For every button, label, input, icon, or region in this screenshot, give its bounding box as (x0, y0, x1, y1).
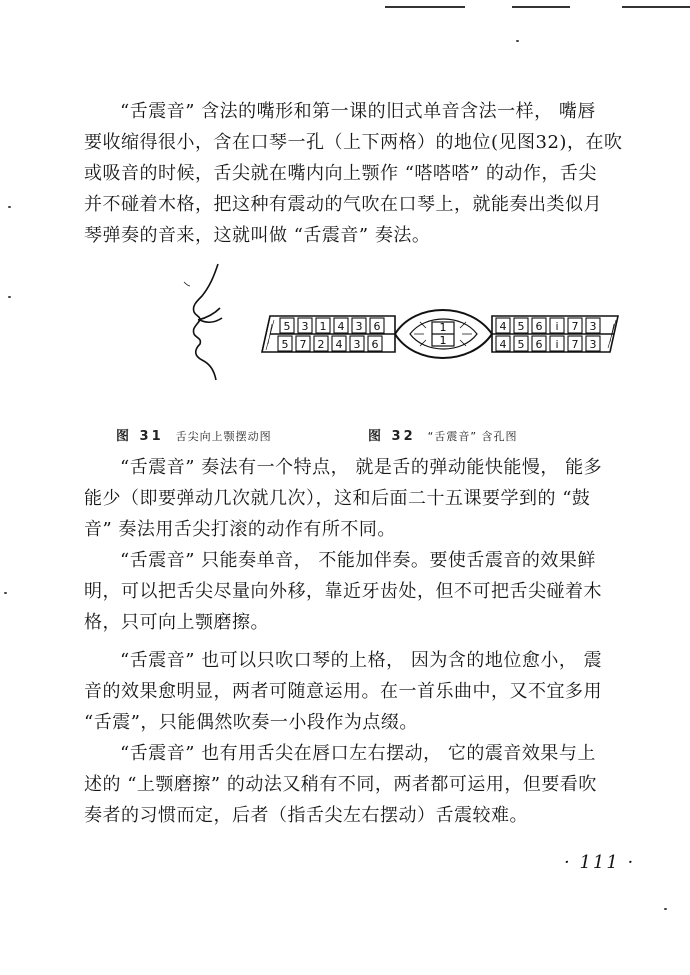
paragraph-line: “舌震音” 奏法有一个特点， 就是舌的弹动能快能慢， 能多 (120, 457, 603, 478)
paragraph-3 (84, 545, 634, 638)
paragraph-line: “舌震音” 含法的嘴形和第一课的旧式单音含法一样， 嘴唇 (120, 101, 596, 122)
scan-speck (664, 908, 667, 910)
paragraph-line: “舌震音” 只能奏单音， 不能加伴奏。要使舌震音的效果鲜 (120, 550, 596, 571)
harmonica-hole-number: 3 (589, 338, 597, 351)
paragraph-line: 音的效果愈明显，两者可随意运用。在一首乐曲中，又不宜多用 (84, 681, 602, 702)
figure-32-text: “舌震音” 含孔图 (427, 430, 518, 443)
paragraph-line: “舌震音” 也可以只吹口琴的上格， 因为含的地位愈小， 震 (120, 650, 603, 671)
figure-area (170, 262, 630, 416)
header-rule-right (622, 6, 690, 8)
center-hole-upper: 1 (439, 321, 447, 334)
page-number: · 111 · (564, 852, 636, 873)
harmonica-left-lower-row (278, 336, 382, 351)
harmonica-hole-number: 4 (499, 338, 507, 351)
paragraph-5 (84, 738, 634, 831)
harmonica-hole-number: 5 (517, 320, 525, 333)
figure-32-number: 图 32 (368, 429, 416, 444)
paragraph-line: 要收缩得很小，含在口琴一孔（上下两格）的地位(见图32)，在吹 (84, 132, 623, 153)
harmonica-hole-number: 3 (589, 320, 597, 333)
harmonica-hole-number: 5 (283, 320, 291, 333)
harmonica-hole-number: 7 (571, 338, 579, 351)
paragraph-line: “舌震音” 也有用舌尖在唇口左右摆动， 它的震音效果与上 (120, 743, 596, 764)
harmonica-hole-number: 5 (517, 338, 525, 351)
paragraph-2 (84, 452, 634, 545)
harmonica-hole-number: 3 (353, 338, 361, 351)
harmonica-right-upper-row (496, 318, 600, 333)
paragraph-line: 并不碰着木格，把这种有震动的气吹在口琴上，就能奏出类似月 (84, 194, 602, 215)
figure-31-caption (116, 425, 272, 444)
paragraph-line: 明，可以把舌尖尽量向外移，靠近牙齿处，但不可把舌尖碰着木 (84, 581, 602, 602)
harmonica-hole-number: 6 (535, 320, 543, 333)
harmonica-left-upper-row (280, 318, 384, 333)
harmonica-hole-number: 4 (335, 338, 343, 351)
harmonica-hole-number: 1 (319, 320, 327, 333)
scan-speck (8, 206, 11, 208)
paragraph-line: “舌震”，只能偶然吹奏一小段作为点缀。 (84, 712, 418, 733)
harmonica-hole-number: 3 (355, 320, 363, 333)
harmonica-right-lower-row (496, 336, 600, 351)
harmonica-hole-number: 6 (371, 338, 379, 351)
scan-speck (4, 592, 7, 594)
harmonica-hole-number: i (555, 338, 559, 351)
paragraph-line: 或吸音的时候，舌尖就在嘴内向上颚作 “嗒嗒嗒” 的动作，舌尖 (84, 163, 597, 184)
harmonica-hole-number: 5 (281, 338, 289, 351)
figure-31-number: 图 31 (116, 429, 164, 444)
harmonica-hole-number: 4 (337, 320, 345, 333)
paragraph-line: 能少（即要弹动几次就几次），这和后面二十五课要学到的 “鼓 (84, 488, 591, 509)
scan-speck (8, 296, 11, 298)
harmonica-hole-number: 2 (317, 338, 325, 351)
harmonica-hole-number: 6 (373, 320, 381, 333)
header-rule-left (385, 6, 465, 8)
scan-speck (516, 40, 519, 42)
face-profile-drawing (184, 264, 222, 380)
harmonica-hole-number: 4 (499, 320, 507, 333)
paragraph-line: 奏者的习惯而定，后者（指舌尖左右摆动）舌震较难。 (84, 805, 528, 826)
figure-31-text: 舌尖向上颚摆动图 (175, 430, 272, 443)
paragraph-line: 述的 “上颚磨擦” 的动法又稍有不同，两者都可运用，但要看吹 (84, 774, 597, 795)
paragraph-4 (84, 645, 634, 738)
paragraph-line: 音” 奏法用舌尖打滚的动作有所不同。 (84, 519, 396, 540)
paragraph-line: 格，只可向上颚磨擦。 (84, 612, 269, 633)
paragraph-line: 琴弹奏的音来，这就叫做 “舌震音” 奏法。 (84, 225, 431, 246)
harmonica-hole-number: i (555, 320, 559, 333)
figure-32-caption (368, 425, 518, 444)
harmonica-hole-number: 6 (535, 338, 543, 351)
header-rule-middle (512, 6, 570, 8)
harmonica-hole-number: 3 (301, 320, 309, 333)
harmonica-hole-number: 7 (299, 338, 307, 351)
harmonica-hole-number: 7 (571, 320, 579, 333)
paragraph-1 (84, 96, 634, 251)
center-hole-lower: 1 (439, 334, 447, 347)
figures-svg (170, 262, 630, 412)
